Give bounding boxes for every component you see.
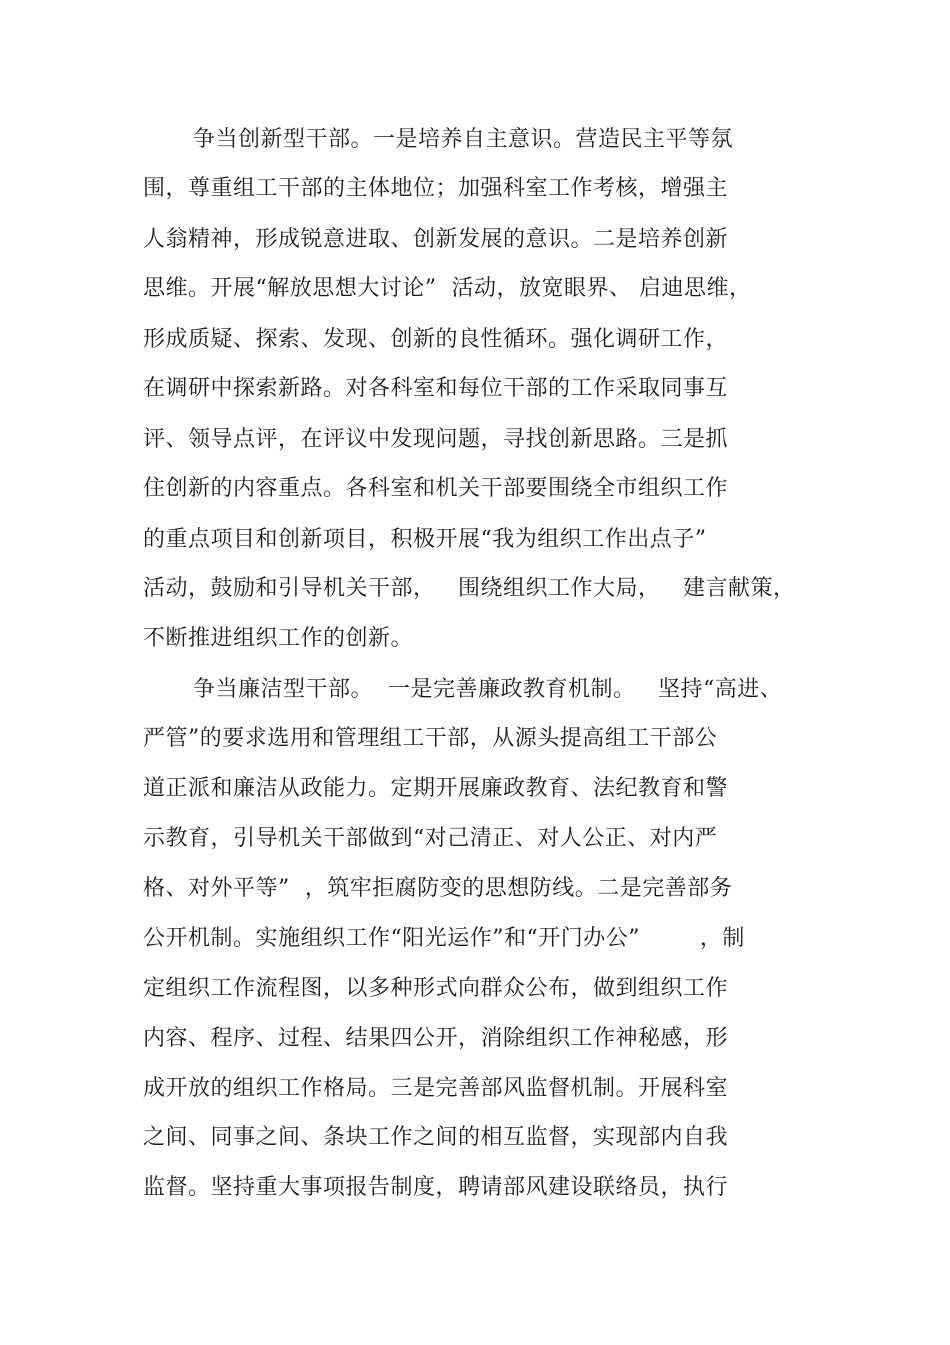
- paragraph-1-line-10: 活动，鼓励和引导机关干部， 围绕组织工作大局， 建言献策，: [143, 576, 796, 601]
- paragraph-2-line-7: 定组织工作流程图，以多种形式向群众公布，做到组织工作: [143, 976, 729, 1001]
- paragraph-1-line-1: 争当创新型干部。一是培养自主意识。营造民主平等氛: [193, 127, 734, 152]
- paragraph-2-line-2: 严管”的要求选用和管理组工干部，从源头提高组工干部公: [143, 726, 718, 751]
- paragraph-1-line-3: 人翁精神，形成锐意进取、创新发展的意识。二是培养创新: [143, 227, 729, 252]
- paragraph-2-line-8: 内容、程序、过程、结果四公开，消除组织工作神秘感，形: [143, 1026, 729, 1051]
- paragraph-2-line-11: 监督。坚持重大事项报告制度，聘请部风建设联络员，执行: [143, 1175, 729, 1200]
- paragraph-2-line-6: 公开机制。实施组织工作“阳光运作”和“开门办公” ，制: [143, 926, 745, 951]
- paragraph-1-line-4: 思维。开展“解放思想大讨论” 活动，放宽眼界、 启迪思维，: [143, 276, 752, 301]
- paragraph-1-line-2: 围，尊重组工干部的主体地位；加强科室工作考核，增强主: [143, 176, 729, 201]
- paragraph-1-line-5: 形成质疑、探索、发现、创新的良性循环。强化调研工作，: [143, 327, 729, 352]
- paragraph-1-line-8: 住创新的内容重点。各科室和机关干部要围绕全市组织工作: [143, 476, 729, 501]
- paragraph-2-line-1: 争当廉洁型干部。 一是完善廉政教育机制。 坚持“高进、: [193, 677, 783, 702]
- paragraph-1-line-11: 不断推进组织工作的创新。: [143, 626, 414, 651]
- paragraph-1-line-9: 的重点项目和创新项目，积极开展“我为组织工作出点子”: [143, 527, 707, 552]
- paragraph-2-line-5: 格、对外平等” ，筑牢拒腐防变的思想防线。二是完善部务: [143, 876, 733, 901]
- paragraph-2-line-9: 成开放的组织工作格局。三是完善部风监督机制。开展科室: [143, 1076, 729, 1101]
- paragraph-2-line-10: 之间、同事之间、条块工作之间的相互监督，实现部内自我: [143, 1125, 729, 1150]
- paragraph-1-line-7: 评、领导点评，在评议中发现问题，寻找创新思路。三是抓: [143, 427, 729, 452]
- paragraph-2-line-3: 道正派和廉洁从政能力。定期开展廉政教育、法纪教育和警: [143, 776, 729, 801]
- paragraph-2-line-4: 示教育，引导机关干部做到“对己清正、对人公正、对内严: [143, 826, 718, 851]
- paragraph-1-line-6: 在调研中探索新路。对各科室和每位干部的工作采取同事互: [143, 376, 729, 401]
